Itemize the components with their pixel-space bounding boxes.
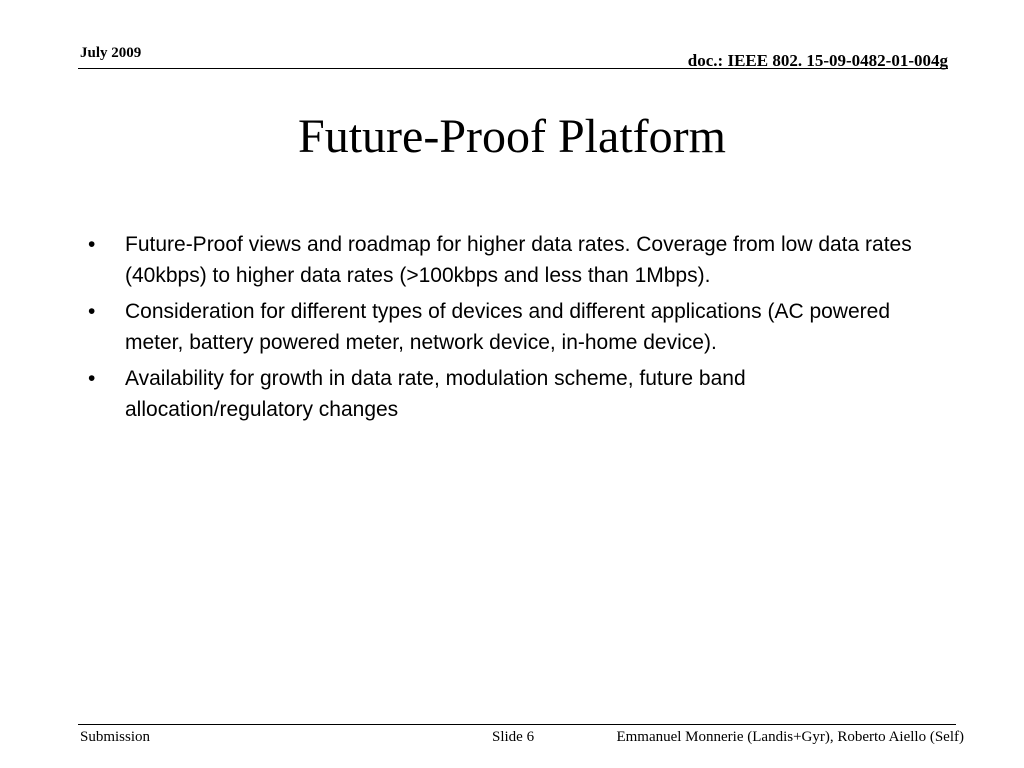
slide-title: Future-Proof Platform	[298, 110, 726, 163]
header-document-id: doc.: IEEE 802. 15-09-0482-01-004g	[687, 51, 948, 70]
bullet-marker: •	[88, 300, 96, 323]
bullet-item	[88, 229, 938, 291]
footer-submission-label: Submission	[80, 729, 151, 745]
bullet-marker: •	[88, 367, 96, 390]
header-divider	[78, 68, 948, 69]
bullet-list	[88, 229, 938, 430]
footer-author: Emmanuel Monnerie (Landis+Gyr), Roberto Aiello (Self)	[616, 729, 964, 745]
bullet-text: Availability for growth in data rate, modulation scheme, future band allocation/regulatory changes	[125, 367, 746, 421]
bullet-marker: •	[88, 233, 96, 256]
footer-slide-number: Slide 6	[492, 729, 535, 745]
bullet-text: Future-Proof views and roadmap for higher data rates. Coverage from low data rates (40kbps) to higher data rates (>100kbps and less than 1Mbps).	[125, 233, 912, 287]
bullet-item	[88, 363, 938, 425]
bullet-text: Consideration for different types of devices and different applications (AC powered meter, battery powered meter, network device, in-home device).	[125, 300, 891, 354]
header-date: July 2009	[80, 45, 142, 61]
bullet-item	[88, 296, 938, 358]
footer-divider	[78, 724, 956, 725]
